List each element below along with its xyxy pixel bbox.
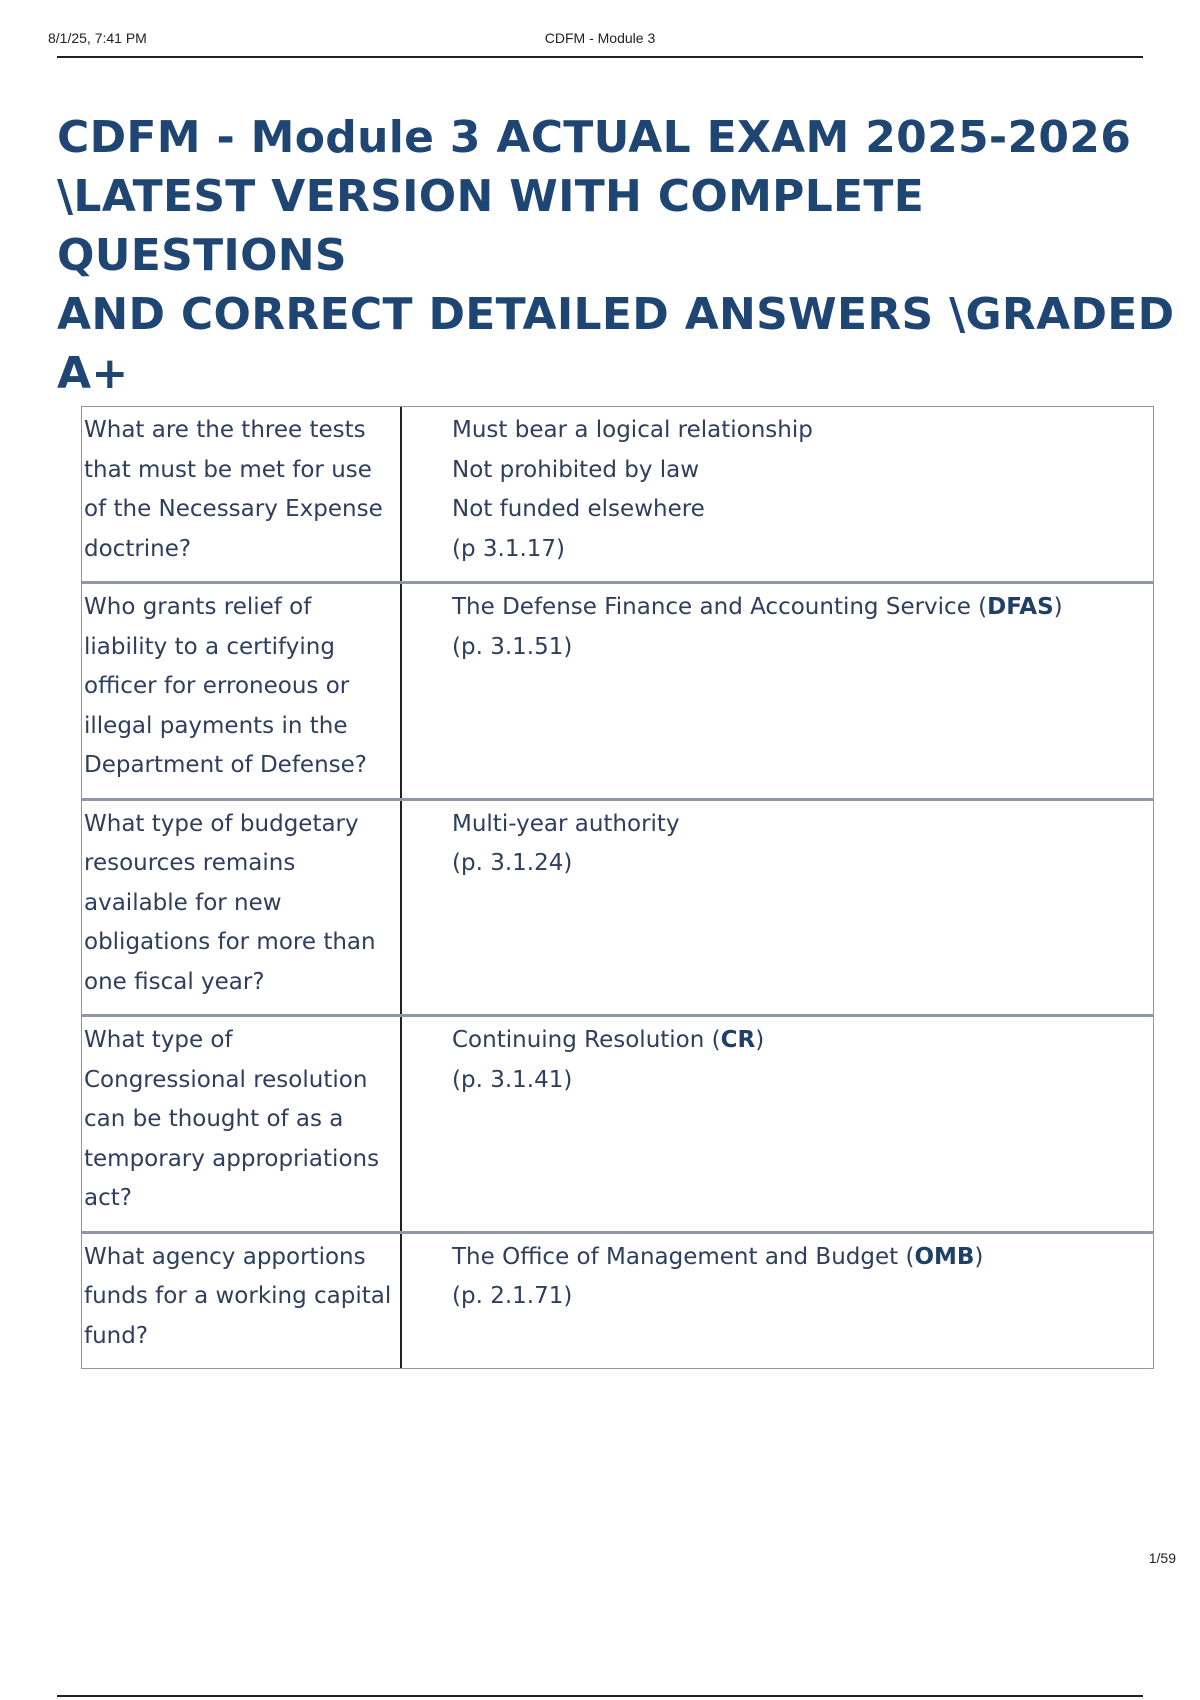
qa-row <box>82 584 1153 801</box>
qa-row <box>82 407 1153 584</box>
question-cell: What type of budgetary resources remains available for new obligations for more than one fiscal year? <box>82 801 402 1015</box>
qa-table <box>81 406 1154 1369</box>
answer-cell <box>402 1234 1153 1369</box>
question-cell: What agency apportions funds for a working capital fund? <box>82 1234 402 1369</box>
question-cell: Who grants relief of liability to a certifying officer for erroneous or illegal payments in the Department of Defense? <box>82 584 402 798</box>
answer-text: The Office of Management and Budget ( <box>452 1243 915 1270</box>
answer-text: (p. 3.1.24) <box>452 850 573 876</box>
answer-line <box>452 1238 1143 1278</box>
answer-text: Must bear a logical relationship <box>452 417 813 443</box>
answer-text: Not prohibited by law <box>452 456 700 483</box>
answer-line <box>452 844 1143 884</box>
question-cell: What type of Congressional resolution can be thought of as a temporary appropriations act? <box>82 1017 402 1231</box>
qa-row <box>82 801 1153 1018</box>
answer-text: Multi-year authority <box>452 810 680 837</box>
page-number: 1/59 <box>1148 1550 1176 1566</box>
question-cell: What are the three tests that must be met for use of the Necessary Expense doctrine? <box>82 407 402 581</box>
answer-line <box>452 805 1143 845</box>
answer-text: (p. 3.1.41) <box>452 1066 573 1093</box>
answer-cell <box>402 1017 1153 1231</box>
answer-cell <box>402 407 1153 581</box>
print-header <box>48 28 1143 58</box>
answer-cell <box>402 801 1153 1015</box>
answer-line <box>452 628 1143 668</box>
document-title: CDFM - Module 3 ACTUAL EXAM 2025-2026 \LATEST VERSION WITH COMPLETE QUESTIONS AND CORRECT DETAILED ANSWERS \GRADED A+ <box>57 112 1175 399</box>
print-doc-name: CDFM - Module 3 <box>544 30 656 46</box>
answer-text: Not funded elsewhere <box>452 496 705 522</box>
answer-acronym: OMB <box>914 1243 975 1270</box>
print-datetime: 8/1/25, 7:41 PM <box>48 30 147 46</box>
answer-line <box>452 490 1143 530</box>
qa-row <box>82 1234 1153 1369</box>
answer-acronym: DFAS <box>987 594 1054 620</box>
footer-rule <box>57 1695 1143 1697</box>
answer-line <box>452 530 1143 570</box>
answer-text: (p 3.1.17) <box>452 535 566 562</box>
answer-line <box>452 411 1143 451</box>
answer-text: The Defense Finance and Accounting Service ( <box>452 594 988 620</box>
answer-line <box>452 1061 1143 1101</box>
answer-cell <box>402 584 1153 798</box>
answer-acronym: CR <box>720 1027 756 1053</box>
answer-text: (p. 2.1.71) <box>452 1283 573 1309</box>
answer-text-suffix: ) <box>1053 594 1063 620</box>
answer-line <box>452 1277 1143 1317</box>
answer-text-suffix: ) <box>974 1243 984 1270</box>
answer-text: Continuing Resolution ( <box>452 1027 721 1053</box>
answer-text: (p. 3.1.51) <box>452 633 573 660</box>
answer-line <box>452 451 1143 491</box>
answer-line <box>452 1021 1143 1061</box>
answer-text-suffix: ) <box>755 1027 765 1053</box>
answer-line <box>452 588 1143 628</box>
qa-row <box>82 1017 1153 1234</box>
